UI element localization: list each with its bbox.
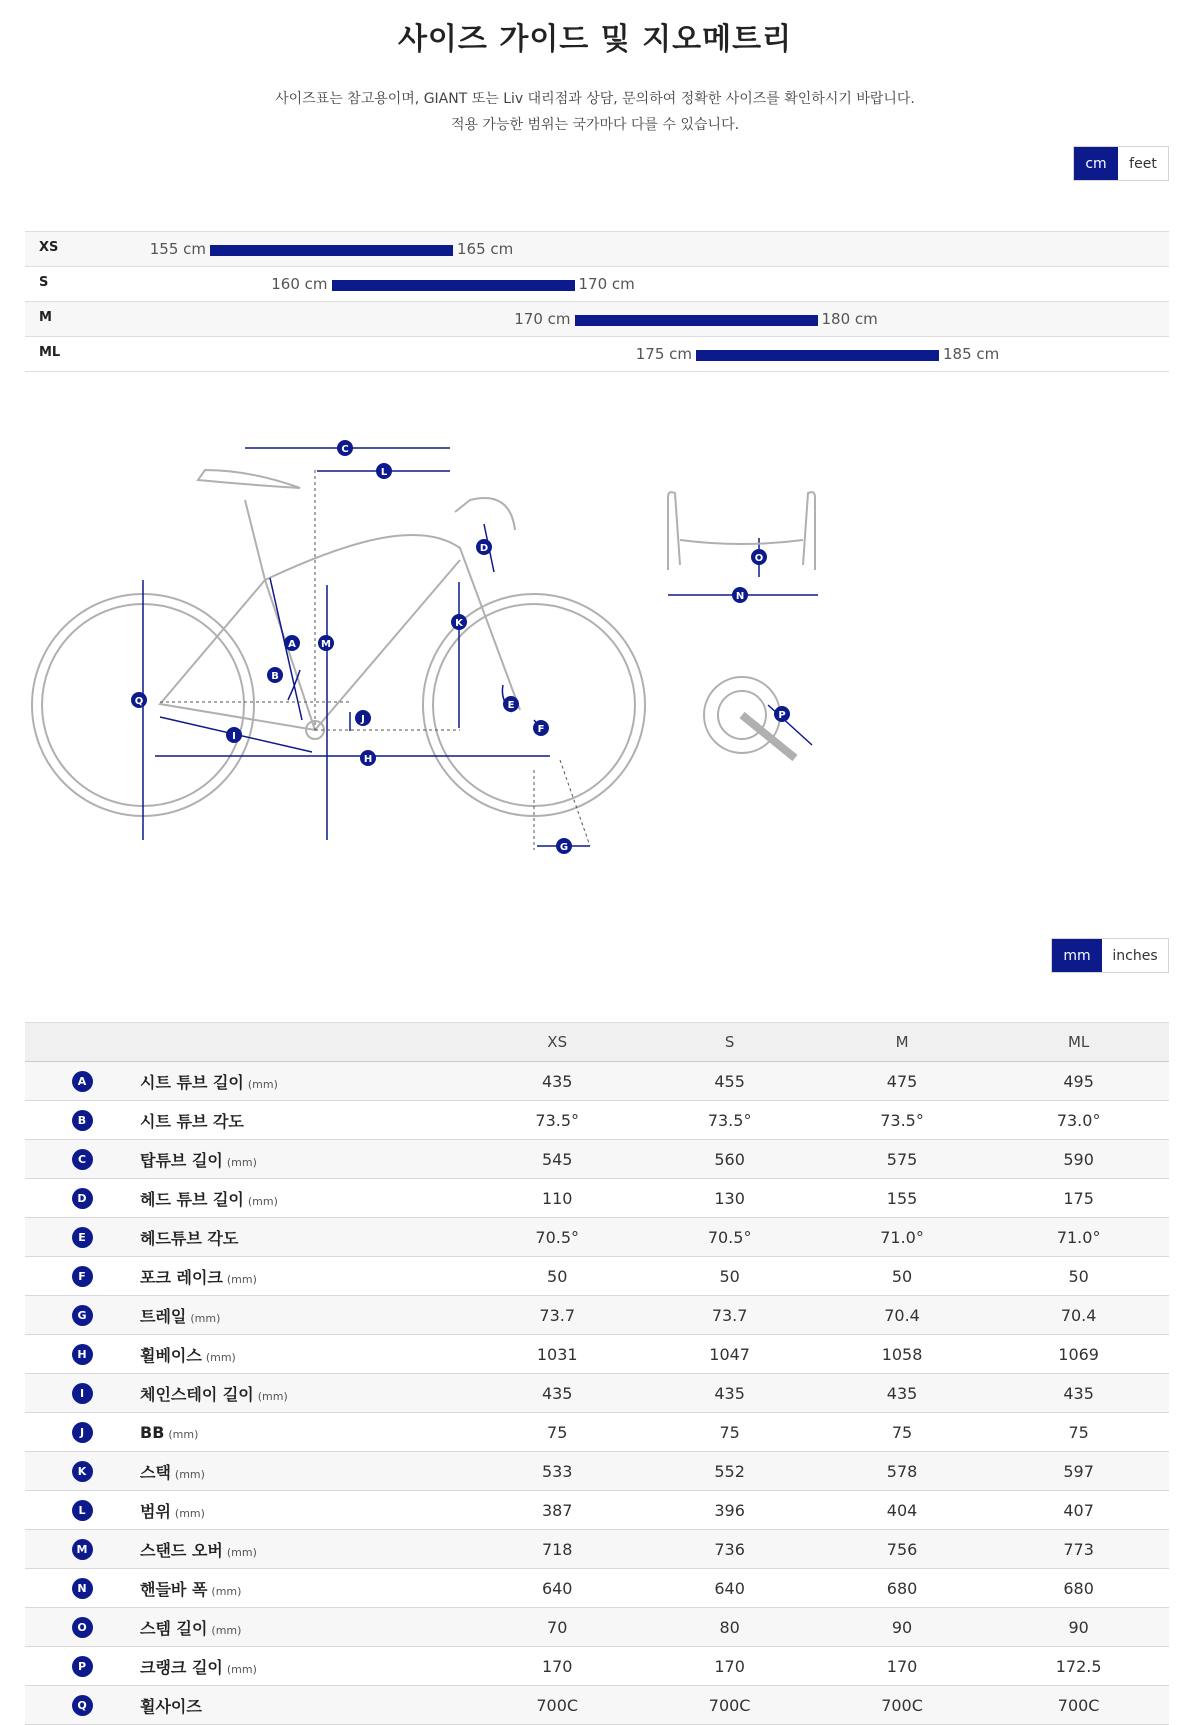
diagram-badge-n [732,587,748,603]
row-measurement-name: 시트 튜브 길이 [140,1072,244,1092]
row-letter-badge: L [72,1500,93,1521]
row-badge-cell [25,1413,139,1452]
row-measurement-name: 스템 길이 [140,1618,208,1638]
row-measurement-unit: (mm) [190,1311,221,1325]
geometry-row [25,1101,1169,1140]
row-value-xs: 73.7 [471,1296,643,1335]
geometry-row [25,1296,1169,1335]
geometry-row [25,1452,1169,1491]
row-letter-badge: G [72,1305,93,1326]
row-label-cell [139,1335,471,1374]
row-badge-cell [25,1257,139,1296]
row-value-xs: 640 [471,1569,643,1608]
header-size-ml: ML [988,1023,1169,1062]
row-badge-cell [25,1179,139,1218]
row-value-xs: 718 [471,1530,643,1569]
unit-cm-button[interactable]: cm [1074,147,1118,180]
row-badge-cell [25,1647,139,1686]
row-measurement-unit: (mm) [247,1077,278,1091]
header-size-s: S [643,1023,815,1062]
size-range-label: M [39,310,52,325]
row-measurement-name: 트레일 [140,1306,187,1326]
size-range-max: 180 cm [821,310,878,328]
svg-text:O: O [754,553,764,564]
geometry-row [25,1374,1169,1413]
size-range-min: 155 cm [149,240,206,258]
geometry-header-row [25,1023,1169,1062]
svg-text:B: B [271,671,279,682]
row-value-ml: 495 [988,1062,1169,1101]
row-value-s: 640 [643,1569,815,1608]
svg-text:E: E [507,700,515,711]
row-value-m: 75 [816,1413,988,1452]
row-letter-badge: P [72,1656,93,1677]
saddle [198,470,300,488]
unit-mm-button[interactable]: mm [1052,939,1102,972]
row-value-xs: 170 [471,1647,643,1686]
unit-feet-button[interactable]: feet [1118,147,1168,180]
row-value-m: 475 [816,1062,988,1101]
row-value-s: 80 [643,1608,815,1647]
row-value-s: 73.5° [643,1101,815,1140]
diagram-badge-i [226,727,242,743]
row-value-xs: 110 [471,1179,643,1218]
diagram-badge-f [533,720,549,736]
size-range-bar [696,350,939,361]
diagram-badge-k [451,614,467,630]
geometry-row [25,1140,1169,1179]
row-measurement-unit: (mm) [174,1467,205,1481]
row-value-m: 70.4 [816,1296,988,1335]
header-size-xs: XS [471,1023,643,1062]
row-measurement-name: 범위 [140,1501,171,1521]
svg-text:C: C [341,444,349,455]
row-letter-badge: D [72,1188,93,1209]
row-value-ml: 175 [988,1179,1169,1218]
row-value-s: 73.7 [643,1296,815,1335]
row-value-xs: 50 [471,1257,643,1296]
header-empty-badge [25,1023,139,1062]
row-badge-cell [25,1686,139,1725]
unit-inches-button[interactable]: inches [1102,939,1168,972]
row-badge-cell [25,1218,139,1257]
row-value-m: 155 [816,1179,988,1218]
size-range-chart [25,231,1169,372]
row-value-ml: 435 [988,1374,1169,1413]
header-empty-label [139,1023,471,1062]
row-badge-cell [25,1569,139,1608]
row-badge-cell [25,1062,139,1101]
handlebar-front-bar [680,540,803,544]
svg-text:P: P [778,710,786,721]
row-value-m: 756 [816,1530,988,1569]
row-badge-cell [25,1491,139,1530]
geometry-row [25,1647,1169,1686]
row-letter-badge: E [72,1227,93,1248]
row-badge-cell [25,1608,139,1647]
size-range-row [25,337,1169,372]
row-measurement-unit: (mm) [205,1350,236,1364]
row-measurement-unit: (mm) [257,1389,288,1403]
svg-text:G: G [559,842,569,853]
row-value-ml: 50 [988,1257,1169,1296]
size-range-bar [210,245,453,256]
size-range-min: 160 cm [271,275,328,293]
down-tube [315,560,460,730]
row-value-xs: 700C [471,1686,643,1725]
row-badge-cell [25,1296,139,1335]
row-value-m: 170 [816,1647,988,1686]
svg-text:J: J [361,714,365,725]
row-value-xs: 70.5° [471,1218,643,1257]
svg-text:A: A [288,639,296,650]
row-measurement-name: 스탠드 오버 [140,1540,223,1560]
row-label-cell [139,1608,471,1647]
page-subtitle [0,86,1190,138]
geometry-row [25,1413,1169,1452]
size-range-row [25,267,1169,302]
row-measurement-name: 시트 튜브 각도 [140,1111,244,1131]
svg-text:I: I [232,731,236,742]
geometry-row [25,1530,1169,1569]
row-measurement-unit: (mm) [226,1155,257,1169]
row-value-s: 736 [643,1530,815,1569]
row-value-s: 130 [643,1179,815,1218]
row-value-xs: 75 [471,1413,643,1452]
row-value-s: 50 [643,1257,815,1296]
size-range-min: 170 cm [514,310,571,328]
geometry-row [25,1569,1169,1608]
row-measurement-name: 휠베이스 [140,1345,202,1365]
diagram-badge-g [556,838,572,854]
row-measurement-unit: (mm) [226,1662,257,1676]
measure-toggle [1051,938,1169,973]
row-label-cell [139,1452,471,1491]
svg-text:H: H [363,754,373,765]
row-value-m: 404 [816,1491,988,1530]
header-size-m: M [816,1023,988,1062]
row-label-cell [139,1101,471,1140]
size-range-label: XS [39,240,59,255]
size-range-row [25,232,1169,267]
svg-text:M: M [321,639,331,650]
row-measurement-name: 스택 [140,1462,171,1482]
row-value-m: 90 [816,1608,988,1647]
svg-text:Q: Q [134,696,144,707]
row-value-m: 73.5° [816,1101,988,1140]
row-value-s: 455 [643,1062,815,1101]
row-label-cell [139,1374,471,1413]
row-measurement-name: 포크 레이크 [140,1267,223,1287]
row-value-ml: 75 [988,1413,1169,1452]
geometry-row [25,1686,1169,1725]
row-label-cell [139,1257,471,1296]
row-value-s: 435 [643,1374,815,1413]
row-measurement-name: BB [140,1422,165,1442]
row-letter-badge: C [72,1149,93,1170]
geometry-row [25,1062,1169,1101]
diagram-badge-p [774,706,790,722]
row-value-ml: 590 [988,1140,1169,1179]
bike-geometry-diagram [0,400,1190,880]
row-measurement-unit: (mm) [226,1545,257,1559]
diagram-badge-o [751,549,767,565]
geometry-row [25,1218,1169,1257]
row-badge-cell [25,1374,139,1413]
row-label-cell [139,1491,471,1530]
row-label-cell [139,1140,471,1179]
handlebar-front-left [668,492,680,570]
diagram-badge-d [476,539,492,555]
diagram-badge-b [267,667,283,683]
diagram-badge-l [376,463,392,479]
row-value-m: 71.0° [816,1218,988,1257]
row-value-s: 75 [643,1413,815,1452]
geometry-row [25,1608,1169,1647]
row-value-xs: 533 [471,1452,643,1491]
row-value-s: 552 [643,1452,815,1491]
row-letter-badge: J [72,1422,93,1443]
handlebar-front-right [803,492,815,570]
row-value-s: 560 [643,1140,815,1179]
row-value-m: 578 [816,1452,988,1491]
row-measurement-name: 휠사이즈 [140,1696,202,1716]
row-measurement-unit: (mm) [174,1506,205,1520]
row-badge-cell [25,1530,139,1569]
row-label-cell [139,1062,471,1101]
svg-text:D: D [479,543,489,554]
size-range-min: 175 cm [635,345,692,363]
row-letter-badge: O [72,1617,93,1638]
row-measurement-unit: (mm) [247,1194,278,1208]
svg-text:L: L [380,467,388,478]
front-frame [265,535,520,710]
row-letter-badge: K [72,1461,93,1482]
row-label-cell [139,1686,471,1725]
row-value-m: 680 [816,1569,988,1608]
diagram-badge-h [360,750,376,766]
diagram-badge-c [337,440,353,456]
row-letter-badge: N [72,1578,93,1599]
row-value-s: 1047 [643,1335,815,1374]
row-value-xs: 435 [471,1062,643,1101]
row-letter-badge: Q [72,1695,93,1716]
row-measurement-name: 크랭크 길이 [140,1657,223,1677]
svg-text:F: F [537,724,545,735]
row-letter-badge: I [72,1383,93,1404]
diagram-badge-a [284,635,300,651]
row-label-cell [139,1413,471,1452]
row-value-xs: 387 [471,1491,643,1530]
row-value-m: 50 [816,1257,988,1296]
row-value-s: 700C [643,1686,815,1725]
row-value-m: 1058 [816,1335,988,1374]
size-range-max: 170 cm [578,275,635,293]
svg-text:N: N [735,591,745,602]
subtitle-line-2: 적용 가능한 범위는 국가마다 다를 수 있습니다. [450,117,740,133]
row-value-ml: 71.0° [988,1218,1169,1257]
front-wheel-inner [433,604,635,806]
diagram-badge-e [503,696,519,712]
size-range-label: ML [39,345,61,360]
row-measurement-unit: (mm) [211,1623,242,1637]
row-value-s: 70.5° [643,1218,815,1257]
geometry-row [25,1491,1169,1530]
row-label-cell [139,1530,471,1569]
row-value-ml: 1069 [988,1335,1169,1374]
row-value-ml: 597 [988,1452,1169,1491]
row-value-ml: 700C [988,1686,1169,1725]
row-value-m: 575 [816,1140,988,1179]
row-measurement-name: 헤드튜브 각도 [140,1228,239,1248]
row-value-ml: 407 [988,1491,1169,1530]
size-range-max: 185 cm [943,345,1000,363]
page-title: 사이즈 가이드 및 지오메트리 [397,22,793,57]
row-label-cell [139,1218,471,1257]
row-label-cell [139,1296,471,1335]
size-range-bar [332,280,575,291]
row-value-s: 170 [643,1647,815,1686]
geometry-row [25,1335,1169,1374]
row-value-ml: 773 [988,1530,1169,1569]
row-value-xs: 73.5° [471,1101,643,1140]
diagram-badge-m [318,635,334,651]
row-letter-badge: F [72,1266,93,1287]
row-label-cell [139,1569,471,1608]
row-value-xs: 545 [471,1140,643,1179]
row-value-ml: 680 [988,1569,1169,1608]
row-badge-cell [25,1140,139,1179]
diagram-badge-q [131,692,147,708]
geometry-row [25,1257,1169,1296]
row-label-cell [139,1179,471,1218]
size-range-row [25,302,1169,337]
row-value-ml: 73.0° [988,1101,1169,1140]
size-range-max: 165 cm [457,240,514,258]
diagram-badge-j [355,710,371,726]
row-measurement-unit: (mm) [168,1427,199,1441]
row-value-m: 435 [816,1374,988,1413]
row-measurement-name: 핸들바 폭 [140,1579,208,1599]
row-letter-badge: B [72,1110,93,1131]
row-letter-badge: A [72,1071,93,1092]
unit-toggle [1073,146,1169,181]
row-value-s: 396 [643,1491,815,1530]
geometry-row [25,1179,1169,1218]
size-range-label: S [39,275,49,290]
row-measurement-name: 헤드 튜브 길이 [140,1189,244,1209]
row-badge-cell [25,1101,139,1140]
row-measurement-unit: (mm) [226,1272,257,1286]
size-range-bar [575,315,818,326]
row-measurement-name: 체인스테이 길이 [140,1384,254,1404]
row-value-xs: 1031 [471,1335,643,1374]
row-label-cell [139,1647,471,1686]
seat-post [245,500,265,580]
row-value-xs: 435 [471,1374,643,1413]
row-badge-cell [25,1452,139,1491]
svg-text:K: K [455,618,463,629]
row-letter-badge: H [72,1344,93,1365]
row-value-ml: 70.4 [988,1296,1169,1335]
row-value-ml: 172.5 [988,1647,1169,1686]
subtitle-line-1: 사이즈표는 참고용이며, GIANT 또는 Liv 대리점과 상담, 문의하여 정확한 사이즈를 확인하시기 바랍니다. [275,91,915,107]
geometry-table [25,1022,1169,1725]
row-measurement-name: 탑튜브 길이 [140,1150,223,1170]
row-letter-badge: M [72,1539,93,1560]
row-value-m: 700C [816,1686,988,1725]
row-measurement-unit: (mm) [211,1584,242,1598]
row-value-ml: 90 [988,1608,1169,1647]
row-value-xs: 70 [471,1608,643,1647]
row-badge-cell [25,1335,139,1374]
